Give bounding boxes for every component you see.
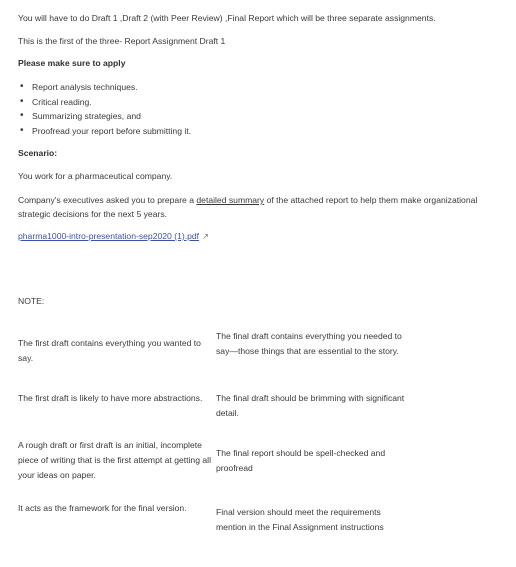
external-link-icon: ↗	[202, 232, 209, 241]
executives-text-end: of the attached report to help them make organizational strategic decisions for the next 5 years.	[18, 195, 478, 219]
executives-paragraph	[18, 193, 488, 221]
apply-heading: Please make sure to apply	[18, 58, 126, 68]
scenario-heading: Scenario:	[18, 148, 58, 158]
list-item: • Critical reading.	[18, 95, 191, 110]
note-first-draft-1: The first draft contains everything you wanted to say.	[18, 338, 201, 363]
note-final-draft-2: The final draft should be brimming with significant detail.	[216, 393, 405, 418]
intro-text: You will have to do Draft 1 ,Draft 2 (with Peer Review) ,Final Report which will be three separate assignments.	[18, 13, 436, 23]
note-label: NOTE:	[18, 296, 45, 306]
note-final-draft-3: The final report should be spell-checked and proofread	[216, 448, 386, 473]
note-first-draft-2: The first draft is likely to have more abstractions.	[18, 393, 203, 403]
list-item: • Report analysis techniques.	[18, 80, 191, 95]
list-item: • Proofread your report before submitting it.	[18, 124, 191, 139]
list-item: • Summarizing strategies, and	[18, 109, 191, 124]
detailed-summary-link[interactable]: detailed summary	[196, 195, 265, 205]
attachment-filename: pharma1000-intro-presentation-sep2020 (1).pdf	[18, 231, 200, 241]
apply-list	[18, 80, 191, 138]
note-first-draft-3: A rough draft or first draft is an initial, incomplete piece of writing that is the first attempt at getting all your ideas on paper.	[18, 440, 211, 480]
assignment-subtitle: This is the first of the three- Report Assignment Draft 1	[18, 36, 226, 46]
note-first-draft-4: It acts as the framework for the final version.	[18, 503, 187, 513]
note-final-draft-4: Final version should meet the requirements mention in the Final Assignment instructions	[216, 507, 384, 532]
note-final-draft-1: The final draft contains everything you needed to say—those things that are essential to the story.	[216, 331, 402, 356]
executives-text-start: Company's executives asked you to prepare a	[18, 195, 197, 205]
scenario-text: You work for a pharmaceutical company.	[18, 171, 173, 181]
attachment-link[interactable]	[18, 231, 209, 241]
